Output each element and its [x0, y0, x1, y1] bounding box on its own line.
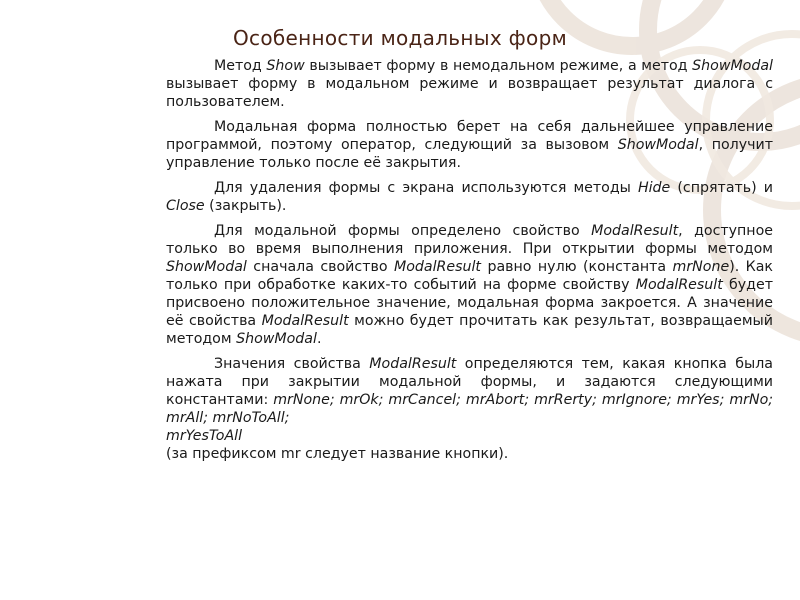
paragraph-show-methods: Метод Show вызывает форму в немодальном режиме, а метод ShowModal вызывает форму в модальном режиме и возвращает результат диалога с пользователем. — [166, 58, 774, 110]
paragraph-modal-control: Модальная форма полностью берет на себя дальнейшее управление программой, поэтому оператор, следующий за вызовом ShowModal, получит управление только после её закрытия. — [166, 119, 773, 171]
constants-footnote: (за префиксом mr следует название кнопки). — [166, 446, 509, 462]
paragraph-hide-close: Для удаления формы с экрана используются методы Hide (спрятать) и Close (закрыть). — [166, 180, 773, 214]
slide-body — [166, 57, 773, 470]
paragraph-modalresult: Для модальной формы определено свойство ModalResult, доступное только во время выполнения приложения. При открытии формы методом ShowModal сначала свойство ModalResult равно нулю (константа mrNone). Как только при обработке каких-то событий на форме свойству ModalResult будет присвоено положительное значение, модальная форма закроется. А значение её свойства ModalResult можно будет прочитать как результат, возвращаемый методом ShowModal. — [166, 223, 774, 347]
slide-title: Особенности модальных форм — [233, 26, 567, 50]
paragraph-constants: Значения свойства ModalResult определяются тем, какая кнопка была нажата при закрытии модальной формы, и задаются следующими константами: mrNone; mrOk; mrCancel; mrAbort; mrRerty; mrIgnore; mrYes; mrNo; mrAll; mrNoToAll; mrYesToAll (за префиксом mr следует название кнопки). — [166, 356, 774, 462]
